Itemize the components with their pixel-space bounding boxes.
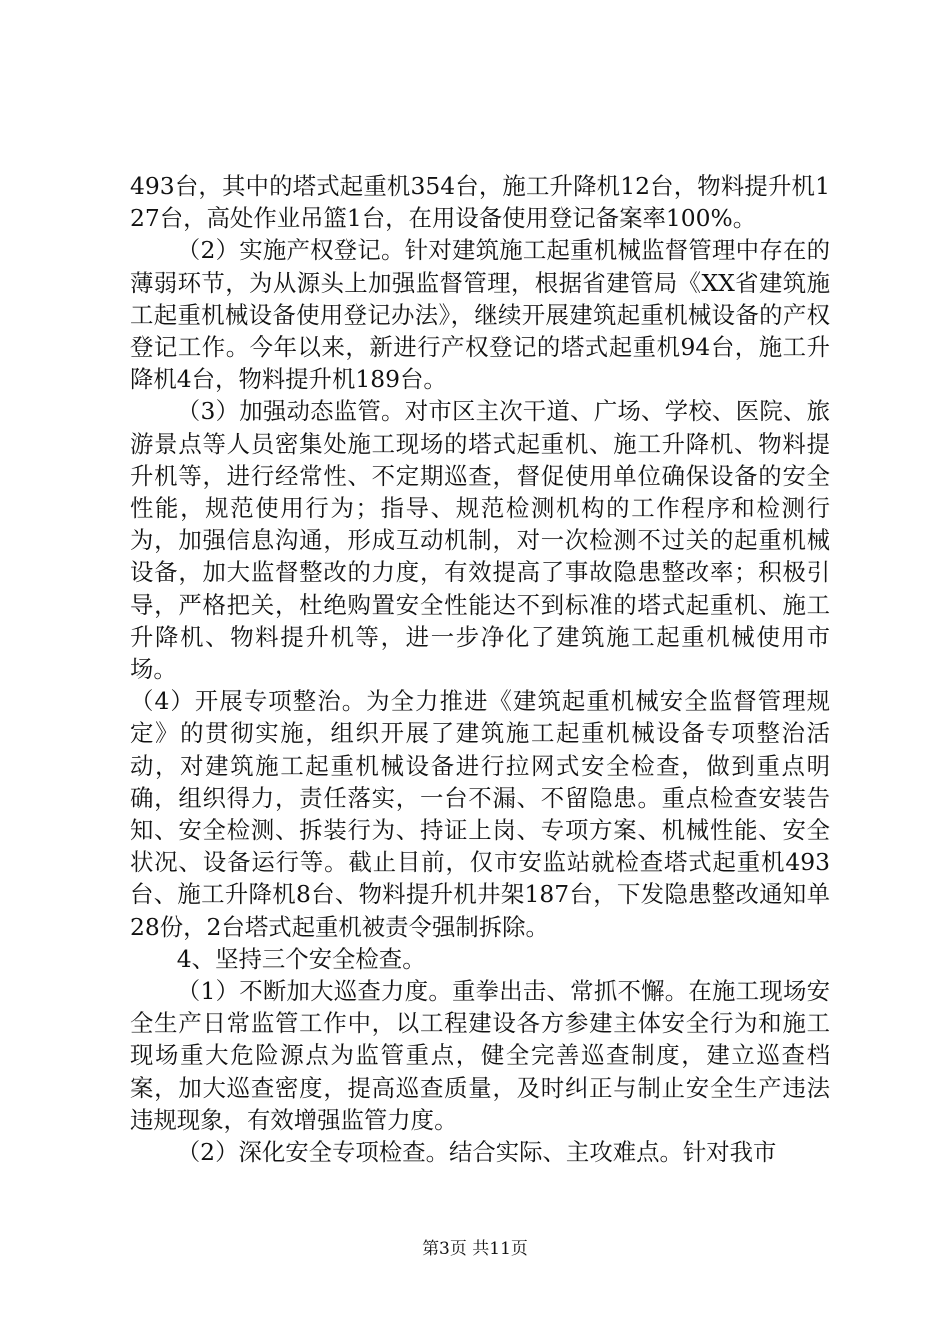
paragraph-dynamic-supervision: （3）加强动态监管。对市区主次干道、广场、学校、医院、旅游景点等人员密集处施工现场的塔式起重机、施工升降机、物料提升机等，进行经常性、不定期巡查，督促使用单位确保设备的安全性能，规范使用行为；指导、规范检测机构的工作程序和检测行为，加强信息沟通，形成互动机制，对一次检测不过关的起重机械设备，加大监督整改的力度，有效提高了事故隐患整改率；积极引导，严格把关，杜绝购置安全性能达不到标准的塔式起重机、施工升降机、物料提升机等，进一步净化了建筑施工起重机械使用市场。 [130, 397, 830, 684]
paragraph-section-heading: 4、坚持三个安全检查。 [176, 944, 426, 973]
paragraph-special-rectification: （4）开展专项整治。为全力推进《建筑起重机械安全监督管理规定》的贯彻实施，组织开展了建筑施工起重机械设备专项整治活动，对建筑施工起重机械设备进行拉网式安全检查，做到重点明确，组织得力，责任落实，一台不漏、不留隐患。重点检查安装告知、安全检测、拆装行为、持证上岗、专项方案、机械性能、安全状况、设备运行等。截止目前，仅市安监站就检查塔式起重机493台、施工升降机8台、物料提升机井架187台，下发隐患整改通知单28份，2台塔式起重机被责令强制拆除。 [130, 687, 830, 941]
paragraph-equipment-stats: 493台，其中的塔式起重机354台，施工升降机12台，物料提升机127台，高处作业吊篮1台，在用设备使用登记备案率100%。 [130, 172, 830, 233]
page-number-footer: 第3页 共11页 [422, 1239, 528, 1259]
paragraph-property-registration: （2）实施产权登记。针对建筑施工起重机械监督管理中存在的薄弱环节，为从源头上加强监督管理，根据省建管局《XX省建筑施工起重机械设备使用登记办法》，继续开展建筑起重机械设备的产权登记工作。今年以来，新进行产权登记的塔式起重机94台，施工升降机4台，物料提升机189台。 [130, 236, 830, 394]
paragraph-patrol-inspection: （1）不断加大巡查力度。重拳出击、常抓不懈。在施工现场安全生产日常监管工作中，以工程建设各方参建主体安全行为和施工现场重大危险源点为监管重点，健全完善巡查制度，建立巡查档案，加大巡查密度，提高巡查质量，及时纠正与制止安全生产违法违规现象，有效增强监管力度。 [130, 977, 830, 1134]
paragraph-special-inspection: （2）深化安全专项检查。结合实际、主攻难点。针对我市 [176, 1138, 777, 1167]
document-body [130, 170, 830, 1168]
